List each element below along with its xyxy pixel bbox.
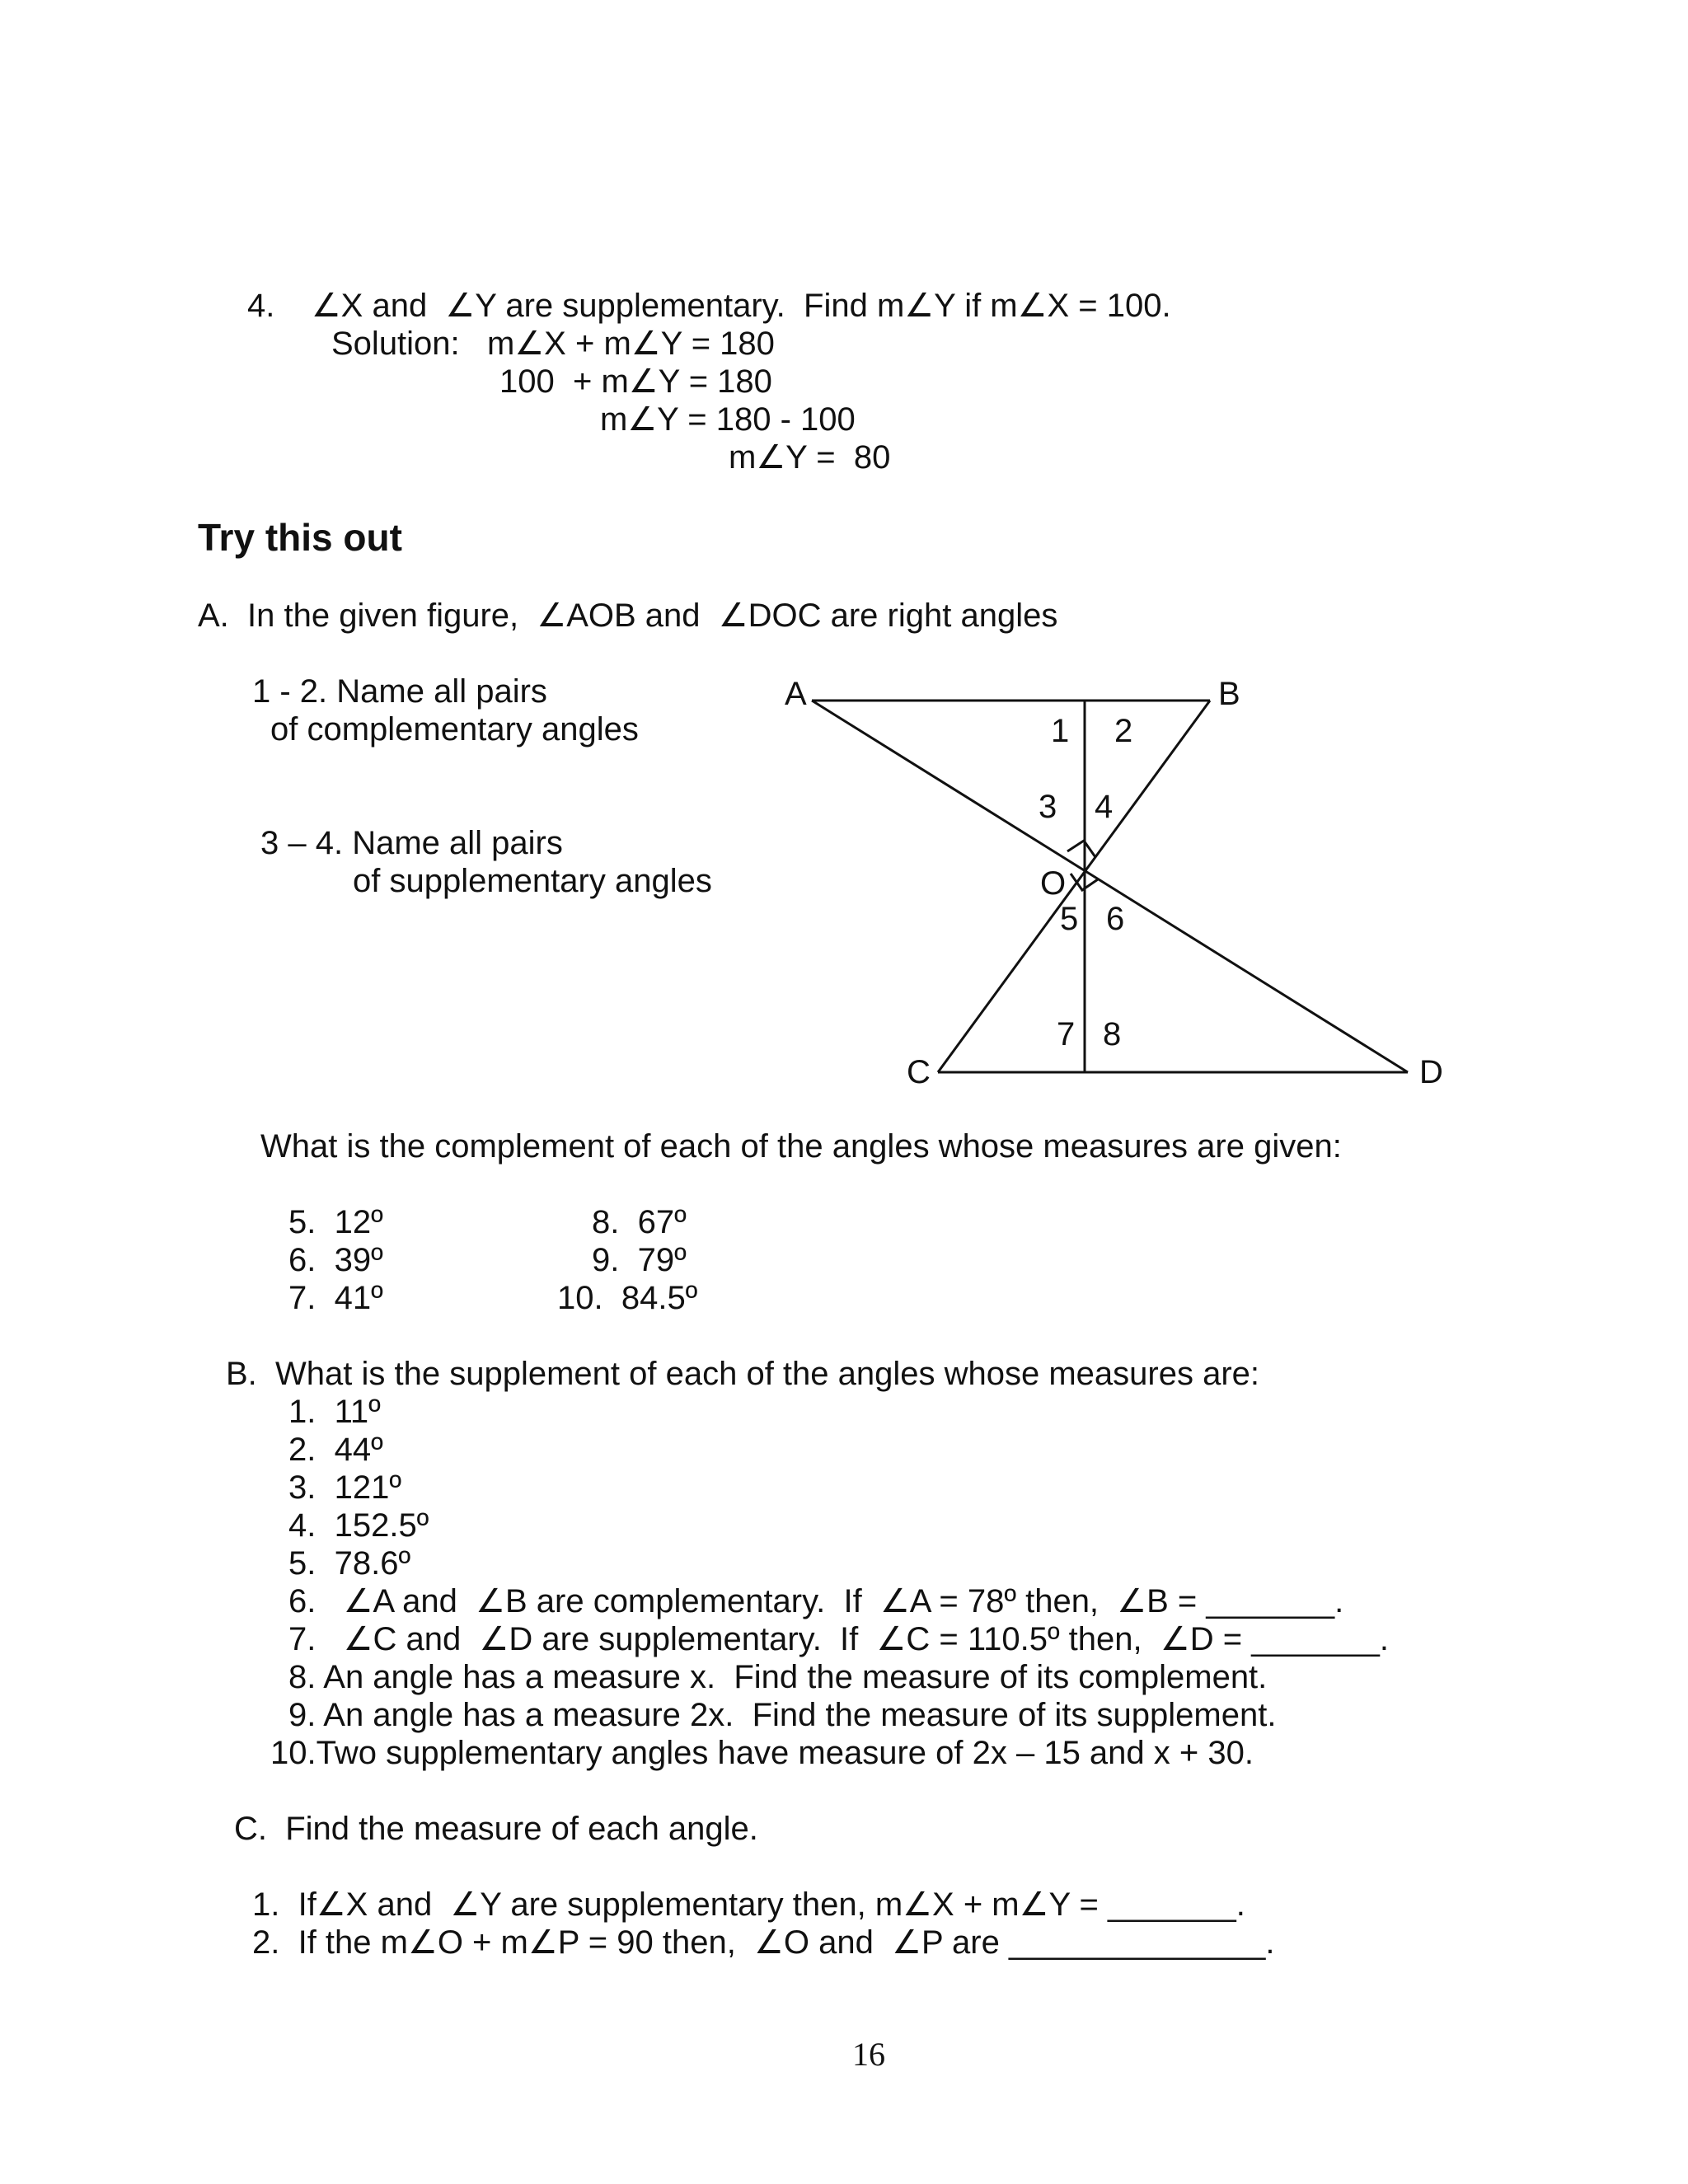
supplement-item: 6. ∠A and ∠B are complementary. If ∠A = 78º then, ∠B = _______. bbox=[288, 1583, 1344, 1619]
supplement-item: 2. 44º bbox=[288, 1432, 383, 1468]
point-b-label: B bbox=[1218, 676, 1240, 712]
angle-5-label: 5 bbox=[1060, 901, 1079, 937]
complement-item: 5. 12º bbox=[288, 1204, 383, 1240]
complement-item: 10. 84.5º bbox=[557, 1280, 698, 1316]
point-o-label: O bbox=[1040, 865, 1067, 902]
page-number: 16 bbox=[852, 2036, 885, 2073]
complement-item: 6. 39º bbox=[288, 1242, 383, 1278]
angle-2-label: 2 bbox=[1114, 713, 1133, 749]
angle-8-label: 8 bbox=[1103, 1016, 1122, 1052]
point-a-label: A bbox=[785, 676, 807, 712]
right-angle-mark-upper bbox=[1067, 841, 1095, 857]
complement-item: 8. 67º bbox=[592, 1204, 687, 1240]
part-c-intro: C. Find the measure of each angle. bbox=[234, 1811, 758, 1847]
supplement-item: 10.Two supplementary angles have measure of 2x – 15 and x + 30. bbox=[270, 1735, 1254, 1771]
solution-line-2: 100 + m∠Y = 180 bbox=[499, 363, 772, 400]
part-a-intro: A. In the given figure, ∠AOB and ∠DOC are right angles bbox=[198, 598, 1058, 634]
part-b-intro: B. What is the supplement of each of the angles whose measures are: bbox=[226, 1356, 1260, 1392]
complement-item: 9. 79º bbox=[592, 1242, 687, 1278]
supplement-item: 4. 152.5º bbox=[288, 1507, 429, 1544]
question-1-2-line-2: of complementary angles bbox=[270, 711, 639, 748]
measure-item: 2. If the m∠O + m∠P = 90 then, ∠O and ∠P are ______________. bbox=[252, 1924, 1275, 1961]
angle-3-label: 3 bbox=[1039, 789, 1057, 825]
angle-4-label: 4 bbox=[1095, 789, 1114, 825]
measure-item: 1. If∠X and ∠Y are supplementary then, m∠X + m∠Y = _______. bbox=[252, 1886, 1245, 1923]
supplement-item: 5. 78.6º bbox=[288, 1545, 411, 1582]
angle-1-label: 1 bbox=[1051, 713, 1070, 749]
solution-line-1: Solution: m∠X + m∠Y = 180 bbox=[331, 326, 775, 362]
question-3-4-line-2: of supplementary angles bbox=[353, 863, 712, 899]
complement-prompt: What is the complement of each of the angles whose measures are given: bbox=[260, 1128, 1342, 1165]
supplement-item: 9. An angle has a measure 2x. Find the measure of its supplement. bbox=[288, 1697, 1277, 1733]
complement-item: 7. 41º bbox=[288, 1280, 383, 1316]
angle-7-label: 7 bbox=[1057, 1016, 1076, 1052]
solution-line-4: m∠Y = 80 bbox=[729, 439, 891, 476]
section-heading: Try this out bbox=[198, 516, 402, 559]
example-question: 4. ∠X and ∠Y are supplementary. Find m∠Y if m∠X = 100. bbox=[247, 288, 1171, 324]
supplement-item: 1. 11º bbox=[288, 1394, 381, 1430]
question-3-4-line-1: 3 – 4. Name all pairs bbox=[260, 825, 563, 861]
point-c-label: C bbox=[907, 1054, 931, 1090]
solution-line-3: m∠Y = 180 - 100 bbox=[600, 401, 856, 438]
question-1-2-line-1: 1 - 2. Name all pairs bbox=[252, 673, 547, 710]
supplement-item: 7. ∠C and ∠D are supplementary. If ∠C = 110.5º then, ∠D = _______. bbox=[288, 1621, 1390, 1657]
angle-6-label: 6 bbox=[1106, 901, 1125, 937]
point-d-label: D bbox=[1419, 1054, 1443, 1090]
supplement-item: 3. 121º bbox=[288, 1469, 401, 1506]
supplement-item: 8. An angle has a measure x. Find the measure of its complement. bbox=[288, 1659, 1268, 1695]
